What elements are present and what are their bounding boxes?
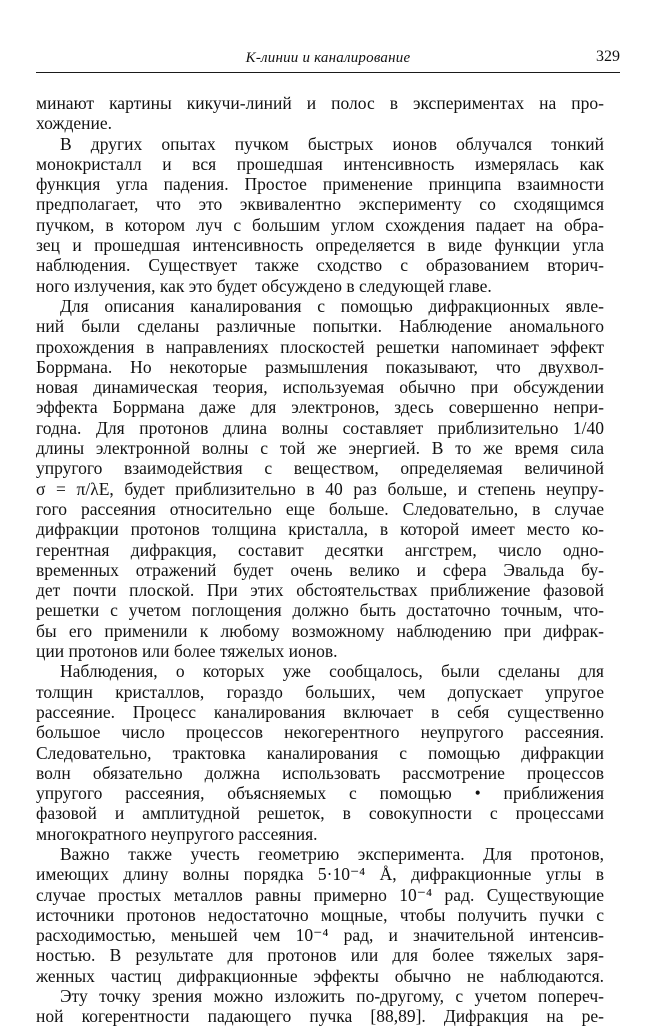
running-title: К-линии и каналирование [245,50,411,66]
text-line: монокристалл и вся прошедшая интенсивность измерялась как [36,153,604,174]
text-line: бы его применили к любому возможному наблюдению при дифрак- [36,620,604,641]
text-line: эффекта Боррмана даже для электронов, здесь совершенно непри- [36,397,604,418]
running-header [36,44,620,73]
text-line: расходимостью, меньшей чем 10⁻⁴ рад, и значительной интенсив- [36,925,604,946]
text-line: большое число процессов некогерентного неупругого рассеяния. [36,722,604,743]
page-number: 329 [596,48,620,65]
text-line: Боррмана. Но некоторые размышления показывают, что двухвол- [36,356,604,377]
text-line: упругого рассеяния, объясняемых с помощью • приближения [36,783,604,804]
text-line: ного излучения, как это будет обсуждено в следующей главе. [36,275,492,296]
text-line: источники протонов недостаточно мощные, чтобы получить пучки с [36,904,604,925]
text-line: фазовой и амплитудной решеток, в совокупности с процессами [36,803,604,824]
text-line: ностью. В результате для протонов или для более тяжелых заря- [36,945,604,966]
text-line: толщин кристаллов, гораздо больших, чем допускает упругое [36,681,604,702]
text-line: временных отражений будет очень велико и сфера Эвальда бу- [36,559,604,580]
text-line: длины электронной волны с той же энергией. В то же время сила [36,438,604,459]
text-line: Следовательно, трактовка каналирования с помощью дифракции [36,742,604,763]
paragraph-first-line: В других опытах пучком быстрых ионов облучался тонкий [60,133,604,154]
paragraph-first-line: Для описания каналирования с помощью дифракционных явле- [60,295,604,316]
text-line: упругого взаимодействия с веществом, определяемая величиной [36,458,604,479]
text-line: хождение. [36,113,113,134]
text-line: новая динамическая теория, используемая обычно при обсуждении [36,377,604,398]
text-line: зец и прошедшая интенсивность определяется в виде функции угла [36,235,604,256]
text-line: минают картины кикучи-линий и полос в экспериментах на про- [36,93,604,113]
text-line: гого рассеяния относительно еще больше. Следовательно, в случае [36,498,604,519]
text-line: пучком, в котором луч с большим углом схождения падает на обра- [36,214,604,235]
body-text [36,93,604,1027]
text-line: ний были сделаны различные попытки. Наблюдение аномального [36,316,604,337]
text-line: волн обязательно должна использовать рассмотрение процессов [36,762,604,783]
text-line: случае простых металлов равны примерно 10⁻⁴ рад. Существующие [36,884,604,905]
text-line: женных частиц дифракционные эффекты обычно не наблюдаются. [36,965,604,986]
text-line: функция угла падения. Простое применение принципа взаимности [36,174,604,195]
paragraph-first-line: Важно также учесть геометрию эксперимента. Для протонов, [60,843,604,864]
text-line: предполагает, что это эквивалентно эксперименту со сходящимся [36,194,604,215]
text-line: ной когерентности падающего пучка [88,89]. Дифракция на ре- [36,1006,604,1027]
text-line: прохождения в направлениях плоскостей решетки напоминает эффект [36,336,604,357]
text-line: годна. Для протонов длина волны составляет приблизительно 1/40 [36,417,604,438]
text-line: имеющих длину волны порядка 5·10⁻⁴ Å, дифракционные углы в [36,864,604,885]
text-line: ции протонов или более тяжелых ионов. [36,641,338,662]
paragraph-first-line: Эту точку зрения можно изложить по-другому, с учетом попереч- [60,986,604,1007]
text-line: наблюдения. Существует также сходство с образованием вторич- [36,255,604,276]
text-line: дет почти плоской. При этих обстоятельствах приближение фазовой [36,580,604,601]
text-line: σ = π/λE, будет приблизительно в 40 раз больше, и степень неупру- [36,478,604,499]
text-line: дифракции протонов толщина кристалла, в которой имеет место ко- [36,519,604,540]
text-line: герентная дифракция, составит десятки ангстрем, число одно- [36,539,604,560]
text-line: решетки с учетом поглощения должно быть достаточно точным, что- [36,600,604,621]
paragraph-first-line: Наблюдения, о которых уже сообщалось, были сделаны для [60,661,604,682]
text-line: рассеяние. Процесс каналирования включает в себя существенно [36,701,604,722]
text-line: многократного неупругого рассеяния. [36,823,318,844]
